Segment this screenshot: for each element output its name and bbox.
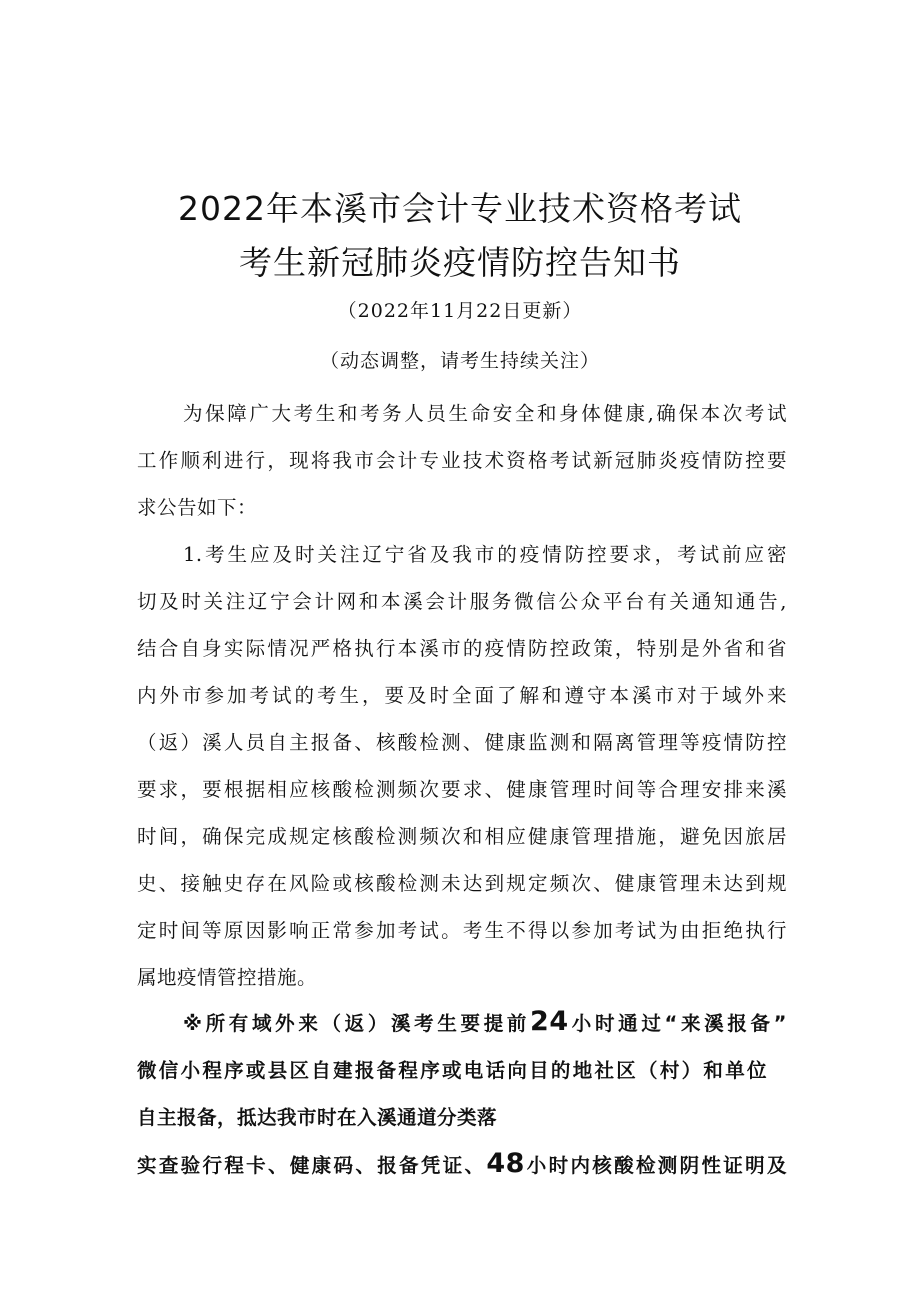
title-line-2: 考生新冠肺炎疫情防控告知书: [239, 243, 681, 282]
dynamic-adjust-note: （动态调整，请考生持续关注）: [319, 350, 600, 372]
item1-line: 定时间等原因影响正常参加考试。考生不得以参加考试为由拒绝执行: [137, 919, 787, 942]
intro-line: 为保障广大考生和考务人员生命安全和身体健康,确保本次考试: [183, 402, 787, 425]
notice-line-3: 自主报备，抵达我市时在入溪通道分类落: [137, 1106, 498, 1129]
notice-text: ※所有域外来（返）溪考生要提前: [183, 1012, 531, 1035]
notice-line-2: 微信小程序或县区自建报备程序或电话向目的地社区（村）和单位: [137, 1059, 767, 1082]
item1-line: 要求，要根据相应核酸检测频次要求、健康管理时间等合理安排来溪: [137, 778, 787, 801]
title-line-1: 2022年本溪市会计专业技术资格考试: [178, 189, 742, 228]
notice-text: 小时通过“来溪报备”: [568, 1012, 787, 1035]
notice-text: 小时内核酸检测阴性证明及: [524, 1154, 787, 1177]
intro-line: 求公告如下：: [137, 496, 258, 519]
item1-line: 结合自身实际情况严格执行本溪市的疫情防控政策，特别是外省和省: [137, 637, 787, 660]
notice-hours-number: 24: [530, 1006, 569, 1037]
update-date-note: （2022年11月22日更新）: [337, 300, 583, 322]
item1-line: 时间，确保完成规定核酸检测频次和相应健康管理措施，避免因旅居: [137, 825, 787, 848]
intro-line: 工作顺利进行，现将我市会计专业技术资格考试新冠肺炎疫情防控要: [137, 449, 787, 472]
notice-hours-number: 48: [486, 1148, 525, 1179]
item1-line: 切及时关注辽宁会计网和本溪会计服务微信公众平台有关通知通告,: [137, 590, 787, 613]
notice-text: 实查验行程卡、健康码、报备凭证、: [137, 1154, 487, 1177]
item1-line: （返）溪人员自主报备、核酸检测、健康监测和隔离管理等疫情防控: [137, 731, 787, 754]
item1-line: 属地疫情管控措施。: [137, 966, 318, 989]
item1-line: 史、接触史存在风险或核酸检测未达到规定频次、健康管理未达到规: [137, 872, 787, 895]
notice-line-4: [137, 1148, 787, 1179]
item1-line: 1.考生应及时关注辽宁省及我市的疫情防控要求，考试前应密: [183, 543, 787, 566]
item1-line: 内外市参加考试的考生，要及时全面了解和遵守本溪市对于域外来: [137, 684, 787, 707]
notice-line-1: [183, 1006, 787, 1037]
